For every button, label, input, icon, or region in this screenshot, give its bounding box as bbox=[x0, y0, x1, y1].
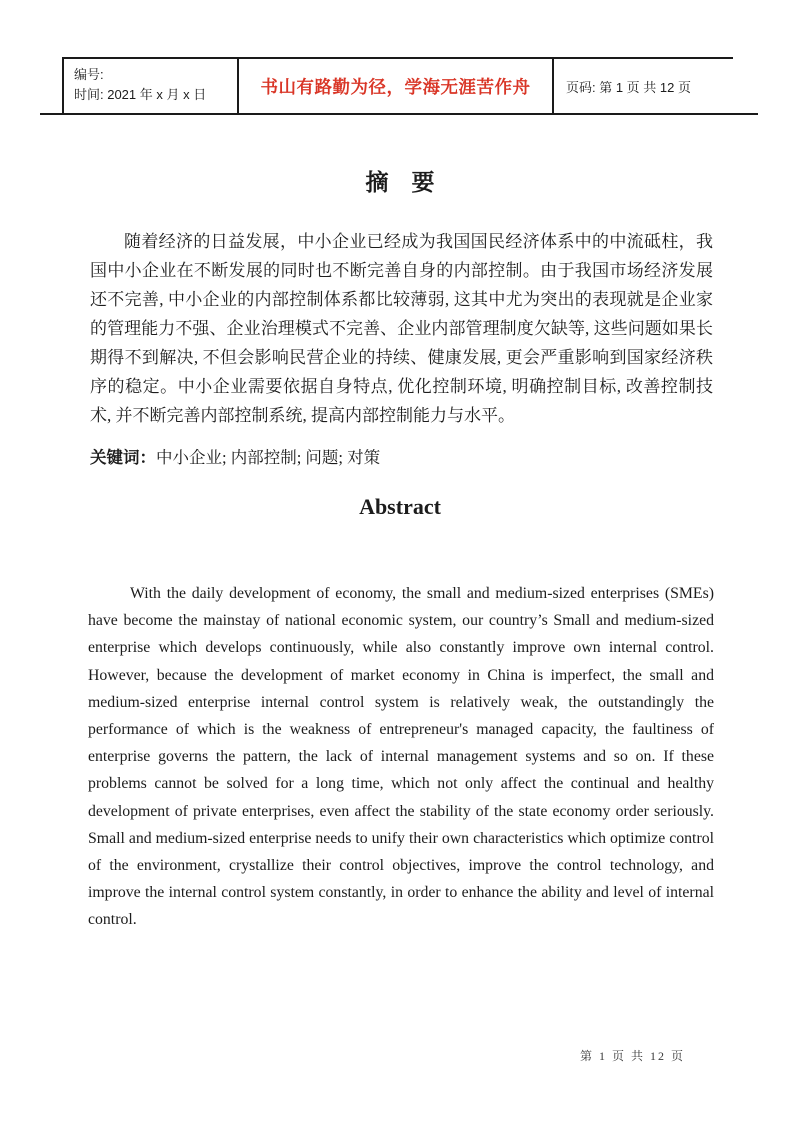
abstract-cn-body: 随着经济的日益发展，中小企业已经成为我国国民经济体系中的中流砥柱，我国中小企业在不断发展的同时也不断完善自身的内部控制。由于我国市场经济发展还不完善, 中小企业的内部控制体系都比较薄弱, 这其中尤为突出的表现就是企业家的管理能力不强、企业治理模式不完善、企业内部管理制度欠缺等, 这些问题如果长期得不到解决, 不但会影响民营企业的持续、健康发展, 更会严重影响到国家经济秩序的稳定。中小企业需要依据自身特点, 优化控制环境, 明确控制目标, 改善控制技术, 并不断完善内部控制系统, 提高内部控制能力与水平。 bbox=[90, 232, 713, 425]
header-date-line: 时间: 2021 年 x 月 x 日 bbox=[74, 86, 207, 102]
header-cell-motto bbox=[237, 57, 552, 113]
keywords-text: 中小企业; 内部控制; 问题; 对策 bbox=[156, 448, 381, 467]
header-number-label: 编号: bbox=[74, 67, 104, 82]
header-motto-text: 书山有路勤为径，学海无涯苦作舟 bbox=[260, 76, 531, 97]
keywords-label: 关键词： bbox=[90, 448, 156, 467]
abstract-cn-title: 摘 要 bbox=[365, 170, 435, 195]
header-bottom-rule bbox=[40, 113, 758, 115]
header-cell-number-date bbox=[62, 57, 237, 113]
keywords-line bbox=[90, 444, 380, 468]
header-cell-page-info bbox=[552, 57, 733, 113]
header-page-info: 页码: 第 1 页 共 12 页 bbox=[566, 79, 691, 95]
abstract-en-title: Abstract bbox=[359, 494, 441, 519]
header-table bbox=[62, 57, 733, 113]
footer-page-number: 第 1 页 共 12 页 bbox=[580, 1049, 686, 1063]
abstract-en-body: With the daily development of economy, the small and medium-sized enterprises (SMEs) have become the mainstay of national economic system, our country’s Small and medium-sized enterprise which develops continuously, while also constantly improve own internal control. However, because the development of market economy in China is imperfect, the small and medium-sized enterprise internal control system is relatively weak, the outstandingly the performance of which is the weakness of entrepreneur's managed capacity, the faultiness of enterprise governs the pattern, the lack of internal management systems and so on. If these problems cannot be solved for a long time, which not only affect the continual and healthy development of private enterprises, even affect the stability of the state economy order seriously. Small and medium-sized enterprise needs to unify their own characteristics which optimize control of the environment, crystallize their control objectives, improve the control technology, and improve the internal control system constantly, in order to enhance the ability and level of internal control. bbox=[88, 585, 714, 929]
